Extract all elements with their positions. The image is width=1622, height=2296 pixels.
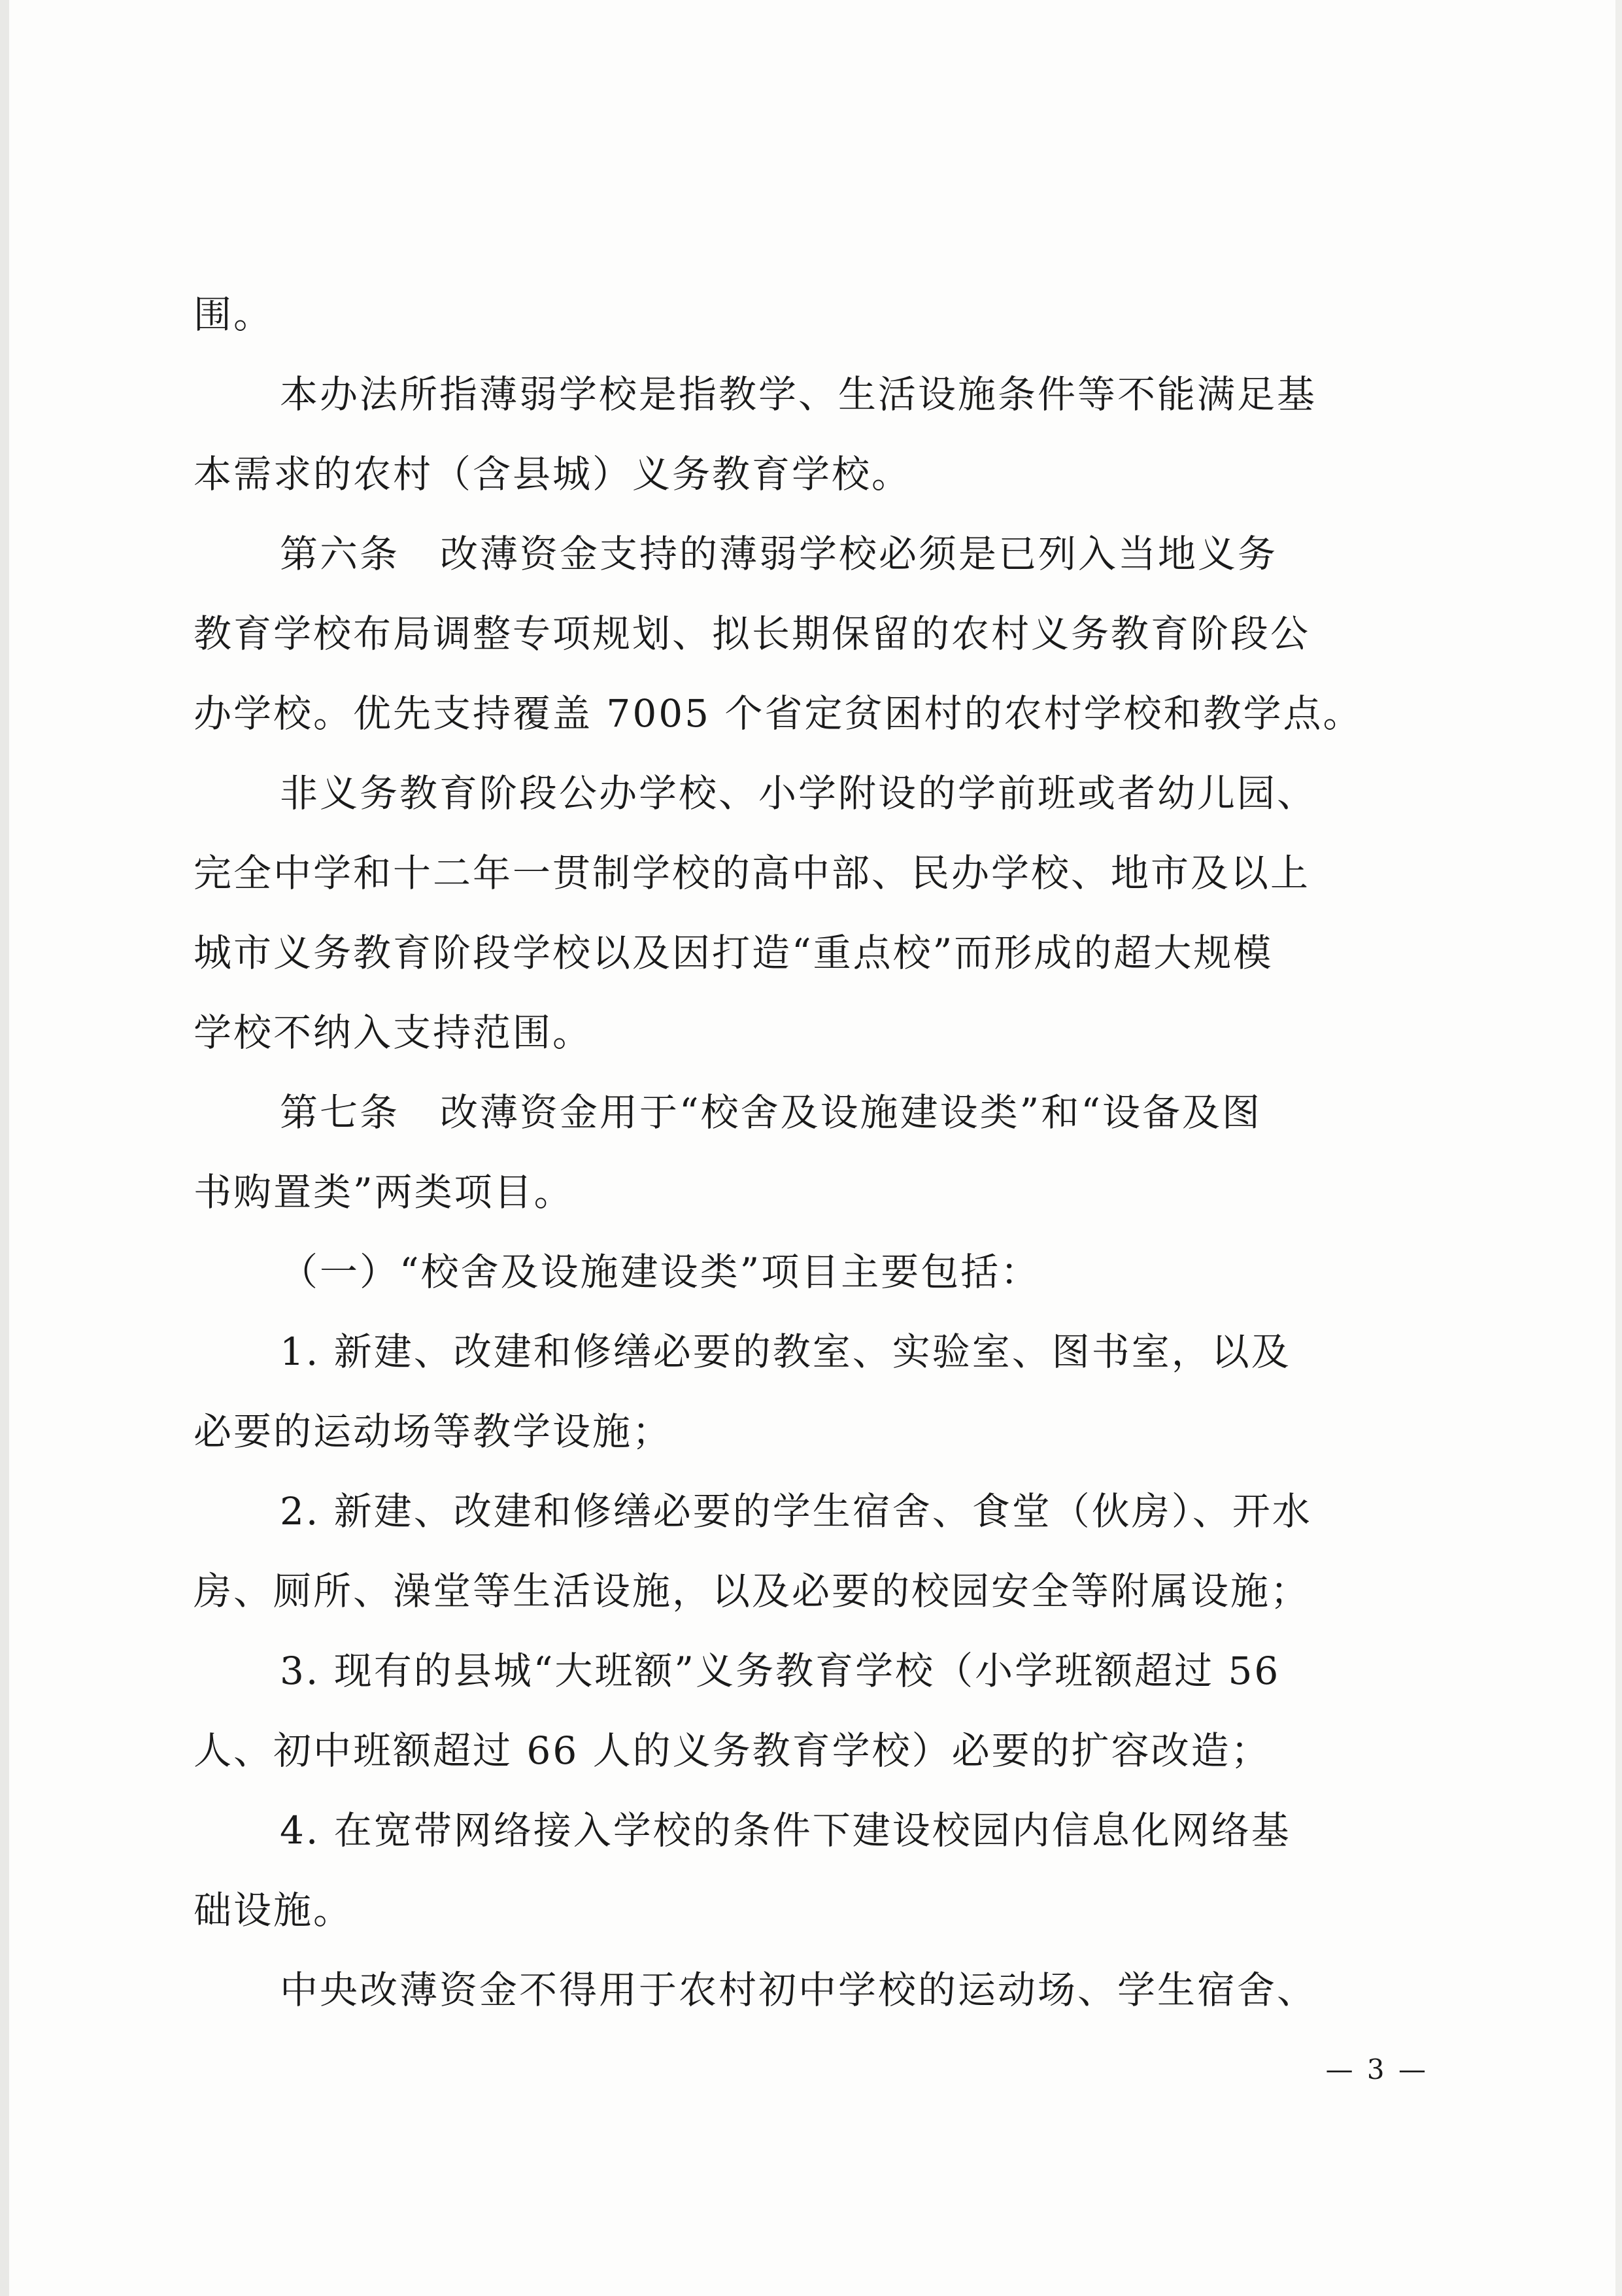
list-item: 3. 现有的县城“大班额”义务教育学校（小学班额超过 56	[280, 1649, 1281, 1693]
text-line: 办学校。优先支持覆盖 7005 个省定贫困村的农村学校和教学点。	[194, 691, 1363, 736]
page-number: — 3 —	[1325, 2053, 1428, 2085]
text-line: 本需求的农村（含县城）义务教育学校。	[194, 452, 912, 496]
text-line: 人、初中班额超过 66 人的义务教育学校）必要的扩容改造；	[194, 1728, 1271, 1773]
list-item: 4. 在宽带网络接入学校的条件下建设校园内信息化网络基	[280, 1808, 1291, 1853]
article-number: 第六条	[280, 532, 400, 576]
text-line: 书购置类”两类项目。	[194, 1170, 574, 1214]
text-line: 教育学校布局调整专项规划、拟长期保留的农村义务教育阶段公	[194, 611, 1311, 656]
article-6-line: 第六条 改薄资金支持的薄弱学校必须是已列入当地义务	[280, 532, 1278, 576]
scan-edge-left	[0, 0, 9, 2296]
text-line: 学校不纳入支持范围。	[194, 1010, 593, 1055]
list-item: 1. 新建、改建和修缮必要的教室、实验室、图书室，以及	[280, 1329, 1291, 1374]
text-line: 城市义务教育阶段学校以及因打造“重点校”而形成的超大规模	[194, 931, 1274, 975]
article-7-line: 第七条 改薄资金用于“校舍及设施建设类”和“设备及图	[280, 1090, 1262, 1135]
text-line: 围。	[194, 292, 274, 337]
text-line: 完全中学和十二年一贯制学校的高中部、民办学校、地市及以上	[194, 851, 1311, 895]
text-line: 非义务教育阶段公办学校、小学附设的学前班或者幼儿园、	[280, 771, 1317, 815]
text-line: 本办法所指薄弱学校是指教学、生活设施条件等不能满足基	[280, 372, 1317, 417]
text-line: 必要的运动场等教学设施；	[194, 1409, 673, 1454]
scan-edge-right	[1615, 0, 1622, 2296]
list-item: 2. 新建、改建和修缮必要的学生宿舍、食堂（伙房）、开水	[280, 1489, 1312, 1534]
text-line: 中央改薄资金不得用于农村初中学校的运动场、学生宿舍、	[280, 1968, 1317, 2012]
text-line: 础设施。	[194, 1888, 354, 1932]
section-heading: （一）“校舍及设施建设类”项目主要包括：	[280, 1250, 1041, 1294]
body-text	[194, 275, 1429, 2030]
article-number: 第七条	[280, 1090, 400, 1135]
text-line: 房、厕所、澡堂等生活设施，以及必要的校园安全等附属设施；	[194, 1569, 1311, 1613]
